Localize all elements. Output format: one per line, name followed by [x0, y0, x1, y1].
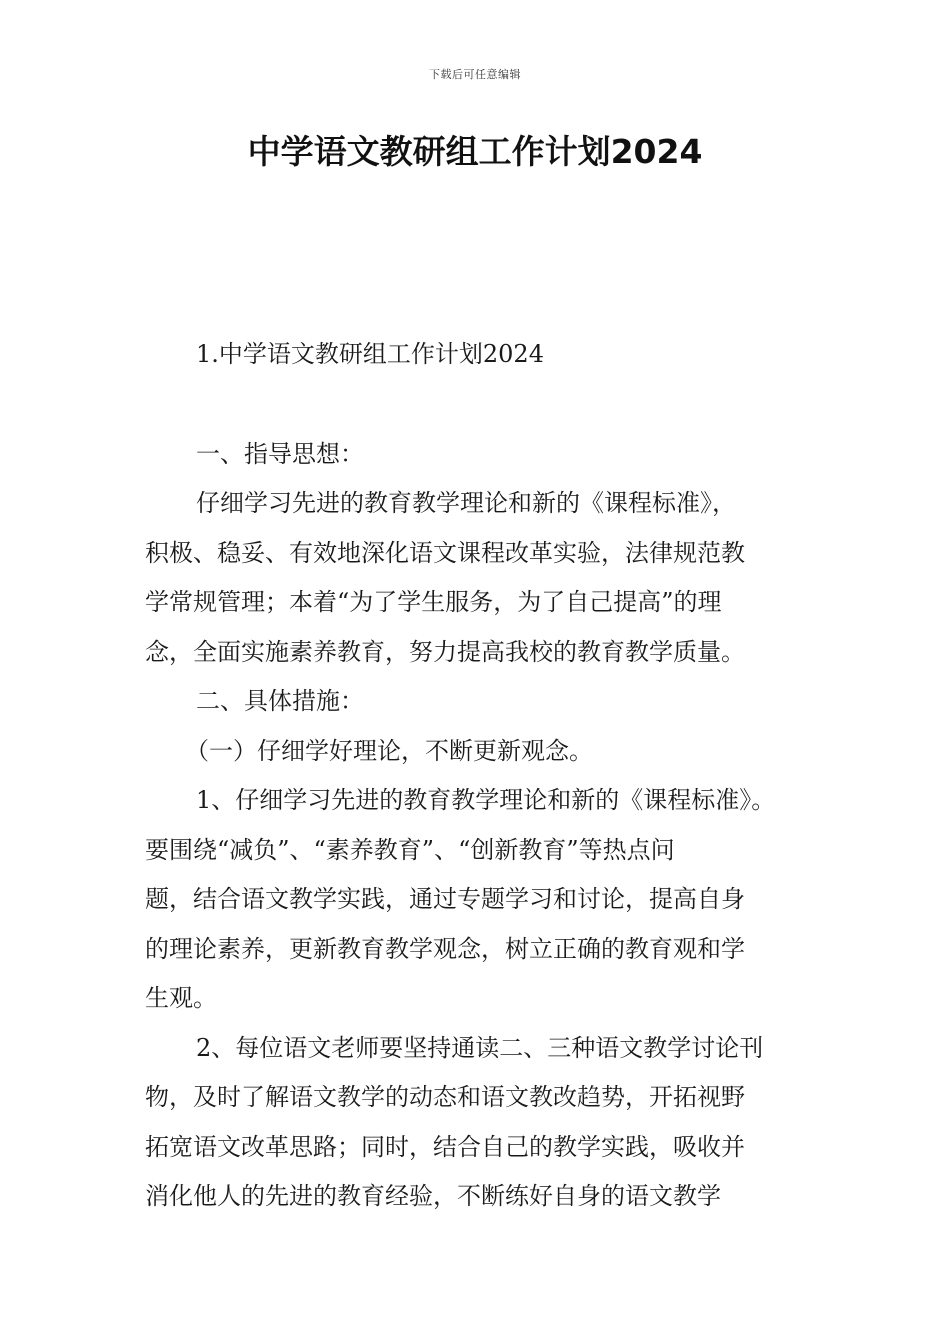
list-item-1: [145, 776, 815, 1024]
paragraph-line: 物，及时了解语文教学的动态和语文教改趋势，开拓视野: [145, 1083, 745, 1111]
paragraph-line: 要围绕“减负”、“素养教育”、“创新教育”等热点问: [145, 835, 675, 864]
document-title: 中学语文教研组工作计划2024: [247, 132, 703, 171]
heading-specific-measures: 二、具体措施：: [196, 687, 364, 715]
paragraph-line: 积极、稳妥、有效地深化语文课程改革实验，法律规范教: [145, 538, 745, 567]
paragraph-guiding-thought: [145, 479, 815, 677]
paragraph-line: 学常规管理；本着“为了学生服务，为了自己提高”的理: [145, 588, 722, 616]
subheading-theory-study: （一）仔细学好理论，不断更新观念。: [185, 736, 593, 765]
header-note: 下载后可任意编辑: [429, 68, 521, 81]
paragraph-line: 念，全面实施素养教育，努力提高我校的教育教学质量。: [145, 637, 745, 666]
paragraph-line: 拓宽语文改革思路；同时，结合自己的教学实践，吸收并: [145, 1132, 745, 1161]
paragraph-line: 消化他人的先进的教育经验，不断练好自身的语文教学: [145, 1182, 721, 1210]
paragraph-line: 题，结合语文教学实践，通过专题学习和讨论，提高自身: [145, 885, 745, 913]
section-subtitle: 1.中学语文教研组工作计划2024: [196, 340, 544, 368]
heading-guiding-thought: 一、指导思想：: [196, 439, 364, 468]
paragraph-line: 生观。: [145, 984, 217, 1012]
paragraph-line: 的理论素养，更新教育教学观念，树立正确的教育观和学: [145, 934, 745, 963]
paragraph-line: 2、每位语文老师要坚持通读二、三种语文教学讨论刊: [196, 1033, 764, 1062]
paragraph-line: 仔细学习先进的教育教学理论和新的《课程标准》，: [196, 489, 736, 517]
document-body: [145, 330, 815, 1222]
paragraph-line: 1、仔细学习先进的教育教学理论和新的《课程标准》。: [196, 786, 776, 814]
list-item-2: [145, 1024, 815, 1222]
